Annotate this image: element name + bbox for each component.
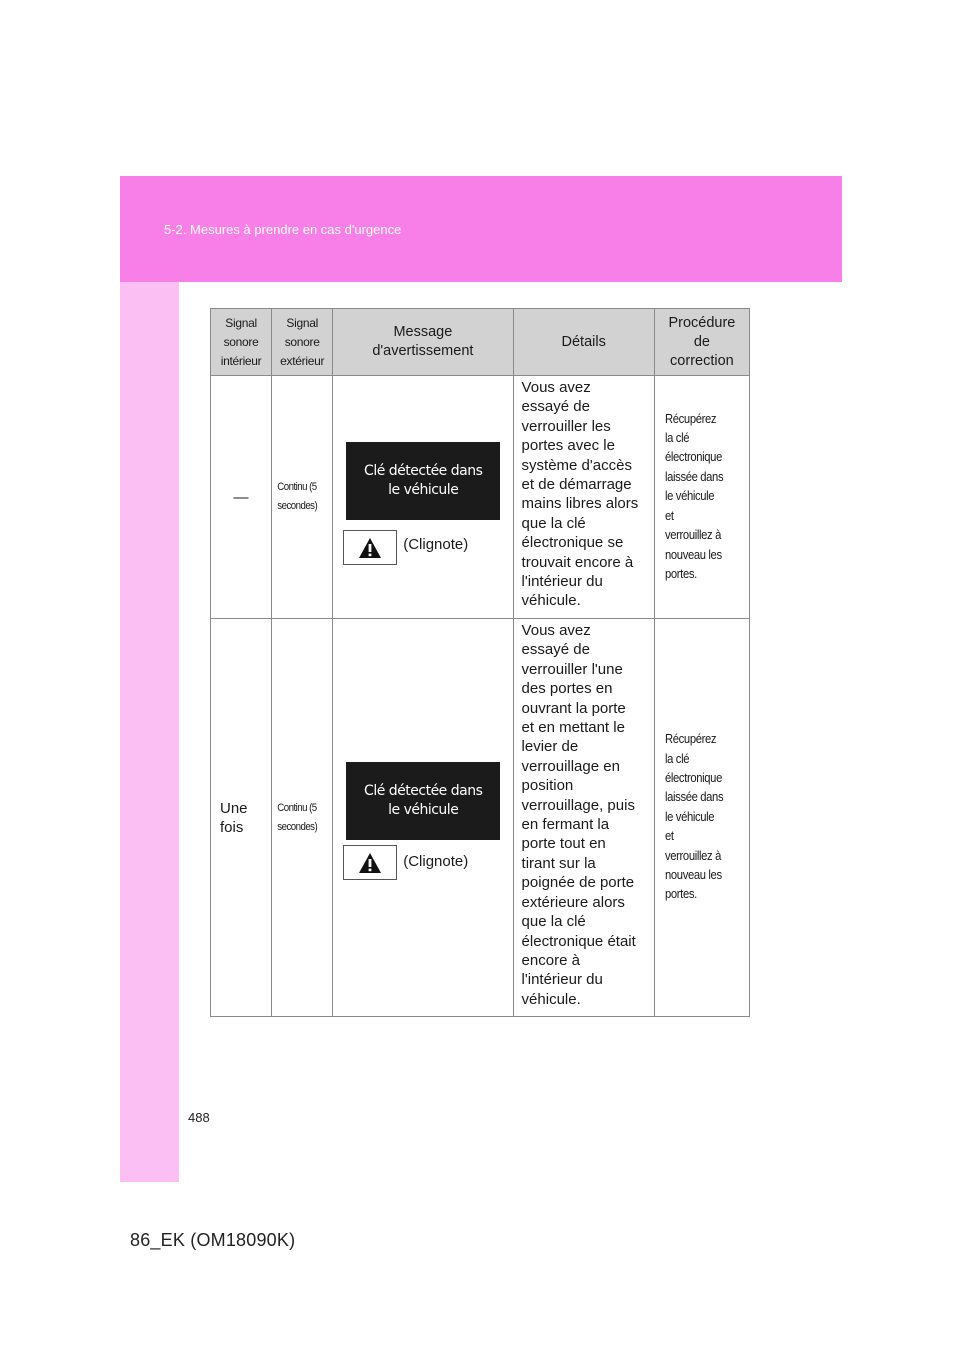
side-tab-strip bbox=[120, 282, 179, 1182]
message-display: Clé détectée dans le véhicule bbox=[346, 762, 500, 840]
warning-triangle-icon bbox=[343, 845, 397, 880]
details-cell: Vous avez essayé de verrouiller les portes avec le système d'accès et de démarrage mains libres alors que la clé électronique se trouvait encore à l'intérieur du véhicule. bbox=[513, 376, 654, 619]
warning-message-cell bbox=[333, 619, 513, 1017]
blink-note: (Clignote) bbox=[403, 536, 469, 553]
table-row bbox=[211, 376, 750, 619]
procedure-cell: Récupérez la clé électronique laissée dans le véhicule et verrouillez à nouveau les portes. bbox=[654, 376, 749, 619]
message-display: Clé détectée dans le véhicule bbox=[346, 442, 500, 520]
table-header-row bbox=[211, 309, 750, 376]
header-interior-signal: Signal sonore intérieur bbox=[211, 309, 272, 376]
page-number: 488 bbox=[188, 1110, 210, 1125]
header-correction-procedure: Procédure de correction bbox=[654, 309, 749, 376]
warning-table bbox=[210, 308, 750, 1017]
interior-signal-cell: Une fois bbox=[211, 619, 272, 1017]
header-warning-message: Message d'avertissement bbox=[333, 309, 513, 376]
procedure-cell: Récupérez la clé électronique laissée dans le véhicule et verrouillez à nouveau les portes. bbox=[654, 619, 749, 1017]
details-cell: Vous avez essayé de verrouiller l'une des portes en ouvrant la porte et en mettant le levier de verrouillage en position verrouillage, puis en fermant la porte tout en tirant sur la poignée de porte extérieure alors que la clé électronique était encore à l'intérieur du véhicule. bbox=[513, 619, 654, 1017]
header-exterior-signal: Signal sonore extérieur bbox=[272, 309, 333, 376]
interior-signal-cell: — bbox=[211, 376, 272, 619]
exterior-signal-cell: Continu (5 secondes) bbox=[272, 619, 333, 1017]
exterior-signal-cell: Continu (5 secondes) bbox=[272, 376, 333, 619]
section-header-band bbox=[120, 176, 842, 282]
document-code: 86_EK (OM18090K) bbox=[130, 1230, 296, 1250]
warning-triangle-icon bbox=[343, 530, 397, 565]
header-details: Détails bbox=[513, 309, 654, 376]
table-row bbox=[211, 619, 750, 1017]
section-title: 5-2. Mesures à prendre en cas d'urgence bbox=[164, 222, 402, 237]
blink-note: (Clignote) bbox=[403, 853, 469, 870]
warning-message-cell bbox=[333, 376, 513, 619]
